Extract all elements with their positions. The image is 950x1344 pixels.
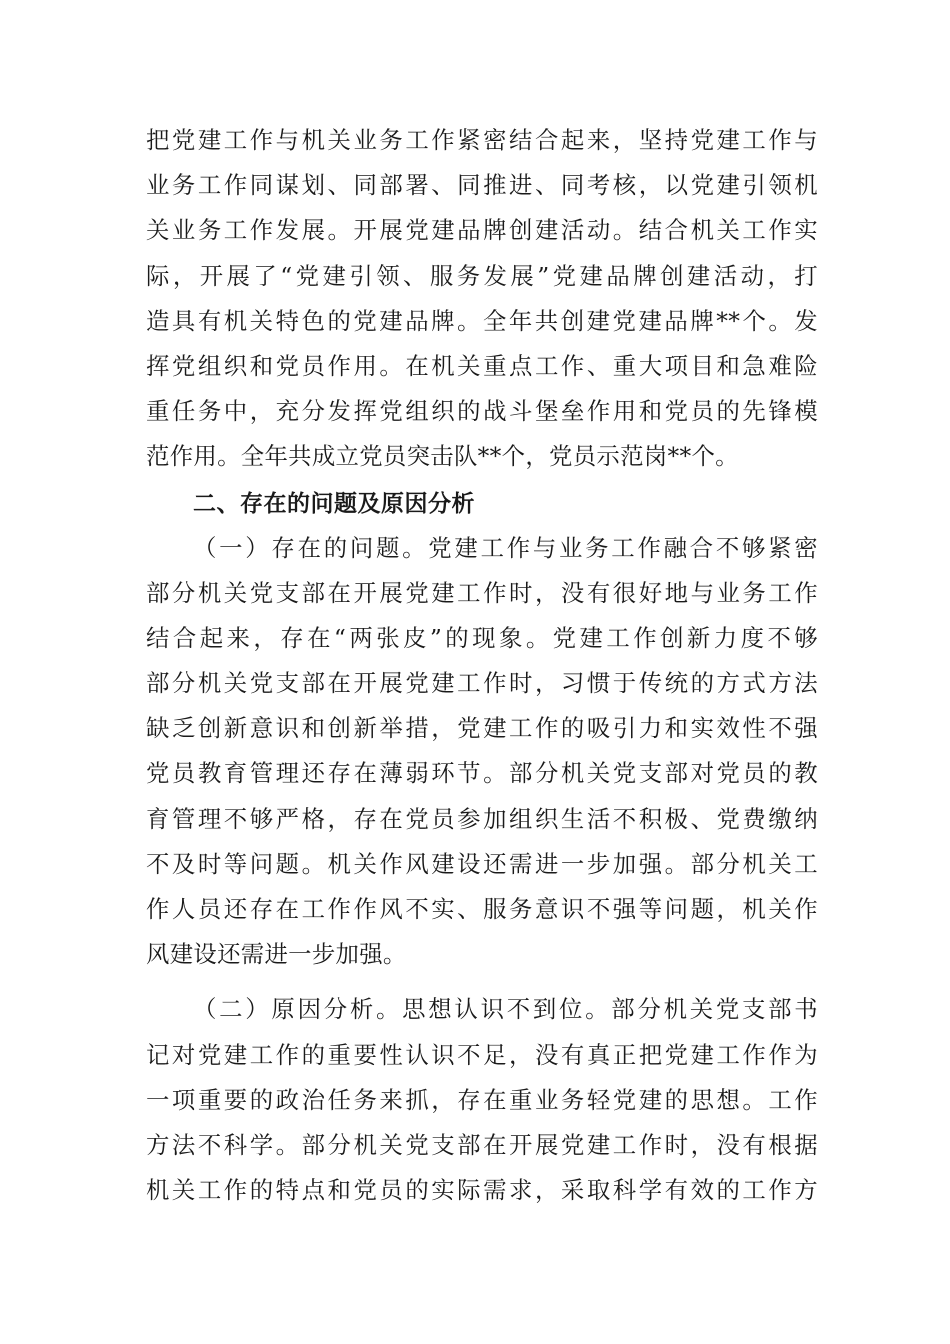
- text-line: 范作用。全年共成立党员突击队**个，党员示范岗**个。: [146, 442, 739, 471]
- text-line: 际，开展了“党建引领、服务发展”党建品牌创建活动，打: [146, 261, 818, 290]
- paragraph-party-building-integration: [146, 118, 818, 480]
- paragraph-spacing: [146, 977, 818, 987]
- text-line: （二）原因分析。思想认识不到位。部分机关党支部书: [193, 995, 818, 1024]
- text-line: 关业务工作发展。开展党建品牌创建活动。结合机关工作实: [146, 216, 818, 245]
- text-line: 缺乏创新意识和创新举措，党建工作的吸引力和实效性不强: [146, 714, 818, 743]
- section-heading-problems-analysis: 二、存在的问题及原因分析: [193, 490, 475, 517]
- text-line: 一项重要的政治任务来抓，存在重业务轻党建的思想。工作: [146, 1085, 818, 1114]
- text-line: 不及时等问题。机关作风建设还需进一步加强。部分机关工: [146, 849, 818, 878]
- text-line: 把党建工作与机关业务工作紧密结合起来，坚持党建工作与: [146, 126, 818, 154]
- document-body: [146, 118, 818, 1213]
- text-line: 育管理不够严格，存在党员参加组织生活不积极、党费缴纳: [146, 804, 818, 833]
- text-line: 党员教育管理还存在薄弱环节。部分机关党支部对党员的教: [146, 759, 818, 788]
- text-line: 挥党组织和党员作用。在机关重点工作、重大项目和急难险: [146, 351, 818, 380]
- paragraph-cause-analysis: [146, 987, 818, 1213]
- text-line: 业务工作同谋划、同部署、同推进、同考核，以党建引领机: [146, 171, 818, 200]
- text-line: 记对党建工作的重要性认识不足，没有真正把党建工作作为: [146, 1040, 818, 1069]
- text-line: 部分机关党支部在开展党建工作时，没有很好地与业务工作: [146, 578, 818, 607]
- text-line: 方法不科学。部分机关党支部在开展党建工作时，没有根据: [146, 1130, 818, 1159]
- text-line: 作人员还存在工作作风不实、服务意识不强等问题，机关作: [146, 895, 818, 923]
- text-line: （一）存在的问题。党建工作与业务工作融合不够紧密: [193, 533, 818, 562]
- paragraph-existing-problems: [146, 526, 818, 978]
- text-line: 重任务中，充分发挥党组织的战斗堡垒作用和党员的先锋模: [146, 397, 818, 426]
- text-line: 结合起来，存在“两张皮”的现象。党建工作创新力度不够: [146, 623, 818, 652]
- text-line: 风建设还需进一步加强。: [146, 940, 407, 969]
- text-line: 部分机关党支部在开展党建工作时，习惯于传统的方式方法: [146, 669, 818, 698]
- text-line: 造具有机关特色的党建品牌。全年共创建党建品牌**个。发: [146, 306, 818, 335]
- text-line: 机关工作的特点和党员的实际需求，采取科学有效的工作方: [146, 1176, 818, 1205]
